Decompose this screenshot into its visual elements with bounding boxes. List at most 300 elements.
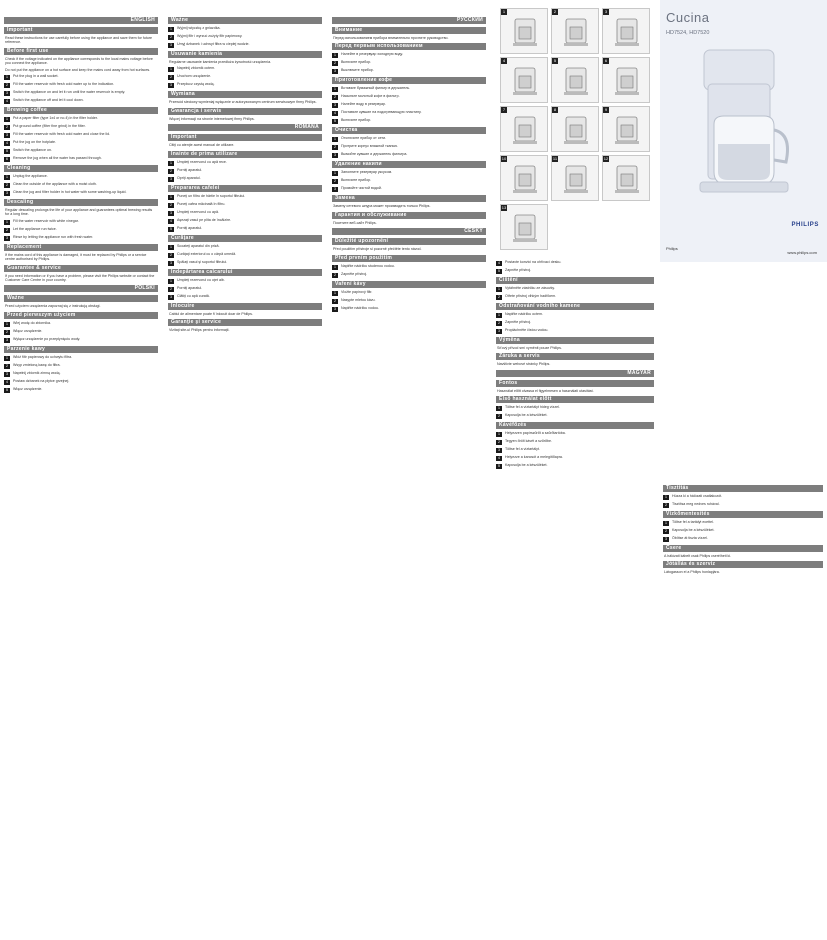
step-number: 1 (332, 265, 338, 270)
section-heading: Удаление накипи (332, 161, 486, 168)
numbered-step (332, 272, 486, 278)
figure-10 (500, 155, 548, 201)
step-number: 1 (4, 117, 10, 122)
step-text: Налейте в резервуар холодную воду. (341, 52, 403, 57)
step-illustration-icon (611, 162, 643, 196)
step-number: 3 (332, 307, 338, 312)
step-illustration-icon (509, 113, 541, 147)
numbered-step (4, 363, 158, 369)
figure-8 (551, 106, 599, 152)
section-heading: Ważne (4, 295, 158, 302)
column-5 (663, 482, 823, 577)
step-number: 4 (332, 111, 338, 116)
step-text: Włącz urządzenie. (13, 386, 43, 391)
step-number: 2 (663, 529, 669, 534)
numbered-step (332, 178, 486, 184)
step-text: Otřete přístroj vlhkým hadříkem. (505, 294, 557, 298)
numbered-step (4, 321, 158, 327)
section-heading: Înlocuire (168, 303, 322, 310)
step-number: 2 (332, 145, 338, 150)
figure-grid (500, 8, 660, 250)
step-text: Vložte papírový filtr. (341, 289, 373, 294)
section-heading: Curăţare (168, 235, 322, 242)
section-heading: Ważne (168, 17, 322, 24)
paragraph: Перед использованием прибора внимательно прочтите руководство. (333, 36, 449, 40)
numbered-step (4, 371, 158, 377)
step-text: Postavte konvici na ohřívací desku. (505, 260, 562, 264)
section-heading: Důležité upozornění (332, 238, 486, 245)
paragraph: Navštivte webové stránky Philips. (497, 362, 551, 367)
step-number: 2 (168, 287, 174, 292)
numbered-step (332, 118, 486, 124)
step-number: 1 (332, 291, 338, 296)
paragraph: A hálózati kábelt csak Philips cserélheti ki. (664, 554, 732, 558)
numbered-step (4, 98, 158, 104)
step-text: Wyjmij filtr i wyrzuć zużyty filtr papierowy. (177, 34, 243, 38)
step-number: 5 (332, 119, 338, 124)
column-1 (4, 14, 158, 395)
numbered-step (168, 26, 322, 32)
step-text: Промойте чистой водой. (341, 186, 382, 191)
step-text: Clean the jug and filter holder in hot water with some washing-up liquid. (13, 190, 127, 195)
model-numbers: HD7524, HD7520 (666, 30, 710, 36)
numbered-step (168, 82, 322, 88)
section-heading: Wymiana (168, 91, 322, 98)
numbered-step (332, 52, 486, 58)
section-heading: Descaling (4, 199, 158, 206)
step-text: Поставьте кувшин на подогревающую пластину. (341, 110, 422, 115)
step-text: Umyj dzbanek i uchwyt filtra w ciepłej wodzie. (177, 42, 250, 46)
step-text: Töltse fel a tartályt ecettel. (672, 520, 714, 524)
paragraph: Látogasson el a Philips honlapjára. (664, 570, 720, 575)
step-number: 1 (4, 322, 10, 327)
step-number: 2 (663, 503, 669, 508)
step-number: 2 (332, 61, 338, 66)
step-text: Helyezzen papírszűrőt a szűrőtartóba. (505, 431, 566, 436)
step-number: 1 (496, 432, 502, 437)
step-number: 1 (168, 195, 174, 200)
section-heading: Brewing coffee (4, 107, 158, 114)
step-text: Włącz urządzenie. (13, 328, 43, 333)
language-heading: MAGYAR (496, 370, 654, 377)
paragraph: Посетите веб-сайт Philips. (333, 220, 377, 225)
figure-number: 8 (553, 107, 557, 112)
numbered-step (4, 90, 158, 96)
numbered-step (168, 218, 322, 224)
step-number: 3 (168, 295, 174, 300)
step-number: 1 (332, 87, 338, 92)
step-number: 3 (332, 69, 338, 74)
step-number: 1 (4, 220, 10, 225)
philips-shield-icon: Philips (666, 246, 678, 251)
numbered-step (4, 132, 158, 138)
philips-logo: PHILIPS (791, 222, 819, 228)
section-heading: Внимание (332, 27, 486, 34)
step-number: 2 (168, 75, 174, 80)
step-illustration-icon (560, 113, 592, 147)
numbered-step (168, 176, 322, 182)
step-text: Naplňte nádržku studenou vodou. (341, 263, 395, 268)
step-text: Zapněte přístroj. (341, 271, 368, 276)
language-heading: РУССКИЙ (332, 17, 486, 24)
step-text: Scoateţi aparatul din priză. (177, 243, 220, 248)
step-number: 2 (168, 169, 174, 174)
step-text: Kapcsolja be a készüléket. (672, 528, 715, 532)
numbered-step (663, 520, 823, 526)
step-text: Switch the appliance on. (13, 148, 52, 153)
step-text: Opriţi aparatul. (177, 175, 201, 180)
figure-number: 7 (502, 107, 506, 112)
step-number: 1 (663, 495, 669, 500)
step-text: Let the appliance run twice. (13, 226, 57, 231)
step-illustration-icon (509, 162, 541, 196)
paragraph: Więcej informacji na stronie internetowej firmy Philips. (169, 116, 255, 121)
step-number: 5 (168, 227, 174, 232)
step-text: Fill the water reservoir with white vinegar. (13, 218, 79, 223)
section-heading: Перед первым использованием (332, 43, 486, 50)
step-number: 3 (4, 372, 10, 377)
numbered-step (4, 219, 158, 225)
step-text: Uruchom urządzenie. (177, 74, 212, 79)
numbered-step (168, 42, 322, 48)
figure-4 (500, 57, 548, 103)
step-illustration-icon (509, 64, 541, 98)
step-number: 4 (4, 141, 10, 146)
column-2 (168, 14, 322, 334)
numbered-step (168, 278, 322, 284)
step-text: Насыпьте молотый кофе в фильтр. (341, 94, 400, 99)
step-text: Naplňte nádržku vodou. (341, 305, 379, 310)
paragraph: Cablul de alimentare poate fi înlocuit doar de Philips. (169, 311, 253, 316)
figure-number: 3 (604, 9, 608, 14)
numbered-step (332, 264, 486, 270)
step-text: Put the plug in a wall socket. (13, 74, 59, 79)
step-text: Wsyp zmieloną kawę do filtra. (13, 362, 61, 367)
section-heading: Vízkőmentesítés (663, 511, 823, 518)
figure-13 (500, 204, 548, 250)
section-heading: Replacement (4, 244, 158, 251)
step-number: 2 (4, 183, 10, 188)
step-number: 3 (168, 177, 174, 182)
step-number: 2 (4, 228, 10, 233)
figure-12 (602, 155, 650, 201)
numbered-step (496, 463, 654, 469)
step-number: 2 (332, 179, 338, 184)
figure-number: 5 (553, 58, 557, 63)
website: www.philips.com (787, 250, 817, 255)
step-number: 3 (332, 187, 338, 192)
paragraph: Замену сетевого шнура может производить только Philips. (333, 204, 431, 209)
section-heading: Замена (332, 195, 486, 202)
step-number: 1 (168, 279, 174, 284)
numbered-step (496, 268, 654, 274)
figure-5 (551, 57, 599, 103)
step-text: Naplňte nádržku octem. (505, 312, 543, 316)
step-number: 3 (168, 211, 174, 216)
language-heading: ČESKY (332, 228, 486, 235)
section-heading: Első használat előtt (496, 396, 654, 403)
numbered-step (168, 252, 322, 258)
step-number: 1 (332, 137, 338, 142)
step-text: Umpleţi rezervorul cu apă. (177, 209, 219, 214)
step-illustration-icon (560, 15, 592, 49)
language-heading: ROMÂNĂ (168, 124, 322, 131)
section-heading: Fontos (496, 380, 654, 387)
step-number: 6 (4, 157, 10, 162)
section-heading: Tisztítás (663, 485, 823, 492)
figure-number: 2 (553, 9, 557, 14)
step-text: Wyjmij wtyczkę z gniazdka. (177, 26, 221, 30)
section-heading: Výměna (496, 337, 654, 344)
column-4 (496, 260, 654, 471)
numbered-step (4, 182, 158, 188)
numbered-step (168, 286, 322, 292)
step-text: Clătiţi cu apă curată. (177, 293, 210, 298)
numbered-step (496, 328, 654, 334)
step-number: 2 (168, 253, 174, 258)
numbered-step (4, 227, 158, 233)
paragraph: Citiţi cu atenţie acest manual de utilizare. (169, 143, 235, 148)
step-text: Umpleţi rezervorul cu oţet alb. (177, 277, 225, 282)
step-text: Clean the outside of the appliance with a moist cloth. (13, 182, 97, 187)
figure-2 (551, 8, 599, 54)
step-text: Wlej wodę do zbiornika. (13, 320, 51, 325)
figure-number: 1 (502, 9, 506, 14)
numbered-step (332, 110, 486, 116)
step-number: 4 (496, 261, 502, 266)
step-text: Töltse fel a víztartályt. (505, 447, 540, 452)
numbered-step (663, 536, 823, 542)
step-text: Отключите прибор от сети. (341, 136, 387, 141)
figure-number: 6 (604, 58, 608, 63)
section-heading: Před prvním použitím (332, 255, 486, 262)
step-number: 3 (4, 338, 10, 343)
section-heading: Kávéfőzés (496, 422, 654, 429)
section-heading: Înainte de prima utilizare (168, 151, 322, 158)
step-number: 1 (168, 161, 174, 166)
step-number: 3 (168, 83, 174, 88)
step-number: 4 (4, 99, 10, 104)
numbered-step (4, 156, 158, 162)
numbered-step (168, 194, 322, 200)
numbered-step (663, 502, 823, 508)
step-illustration-icon (560, 162, 592, 196)
step-text: Porniţi aparatul. (177, 285, 203, 290)
numbered-step (663, 528, 823, 534)
numbered-step (4, 174, 158, 180)
step-number: 3 (4, 91, 10, 96)
step-number: 3 (663, 537, 669, 542)
step-text: Helyezze a kancsót a melegítőlapra. (505, 455, 563, 460)
step-number: 5 (4, 149, 10, 154)
step-text: Kapcsolja be a készüléket. (505, 413, 548, 418)
step-number: 2 (4, 83, 10, 88)
step-text: Fill the water reservoir with fresh cold water and close the lid. (13, 132, 111, 137)
step-text: Протрите корпус влажной тканью. (341, 144, 399, 149)
step-number: 1 (168, 27, 174, 32)
step-number: 4 (168, 219, 174, 224)
numbered-step (168, 244, 322, 250)
numbered-step (332, 152, 486, 158)
step-text: Puneţi un filtru de hârtie în suportul filtrului. (177, 193, 246, 198)
numbered-step (168, 294, 322, 300)
step-text: Вставьте бумажный фильтр в держатель. (341, 86, 411, 91)
step-number: 3 (332, 103, 338, 108)
step-number: 2 (4, 125, 10, 130)
step-number: 2 (168, 35, 174, 40)
numbered-step (4, 235, 158, 241)
step-number: 5 (496, 464, 502, 469)
numbered-step (496, 312, 654, 318)
numbered-step (168, 202, 322, 208)
step-number: 1 (4, 356, 10, 361)
numbered-step (168, 34, 322, 40)
figure-number: 10 (501, 156, 507, 161)
section-heading: Garanţie şi service (168, 319, 322, 326)
paragraph: Vizitaţi site-ul Philips pentru informaţii. (169, 328, 230, 333)
numbered-step (4, 337, 158, 343)
paragraph: Przed użyciem urządzenia zapoznaj się z instrukcją obsługi. (5, 304, 101, 309)
step-number: 1 (168, 245, 174, 250)
section-heading: Jótállás és szerviz (663, 561, 823, 568)
numbered-step (332, 144, 486, 150)
step-illustration-icon (509, 15, 541, 49)
step-text: Postaw dzbanek na płytce grzejnej. (13, 378, 70, 383)
step-text: Включите прибор. (341, 118, 372, 123)
numbered-step (663, 494, 823, 500)
step-text: Tisztítsa meg nedves ruhával. (672, 502, 720, 506)
numbered-step (168, 226, 322, 232)
step-number: 3 (4, 236, 10, 241)
step-number: 3 (332, 153, 338, 158)
step-text: Włóż filtr papierowy do uchwytu filtra. (13, 354, 73, 359)
numbered-step (496, 455, 654, 461)
step-number: 1 (332, 53, 338, 58)
step-number: 1 (496, 313, 502, 318)
numbered-step (4, 355, 158, 361)
numbered-step (168, 260, 322, 266)
step-text: Przepłucz czystą wodą. (177, 82, 215, 87)
section-heading: Csere (663, 545, 823, 552)
numbered-step (332, 186, 486, 192)
section-heading: Parzenie kawy (4, 346, 158, 353)
step-number: 3 (168, 261, 174, 266)
step-text: Zapněte přístroj. (505, 268, 532, 272)
step-number: 2 (4, 330, 10, 335)
step-text: Налейте воду в резервуар. (341, 102, 386, 107)
numbered-step (332, 136, 486, 142)
cover-panel (660, 0, 827, 262)
step-illustration-icon (509, 211, 541, 245)
step-number: 1 (332, 171, 338, 176)
numbered-step (332, 68, 486, 74)
numbered-step (4, 190, 158, 196)
step-text: Включите прибор. (341, 178, 372, 183)
numbered-step (496, 431, 654, 437)
paragraph: Do not put the appliance on a hot surface and keep the mains cord away from hot surfaces. (5, 67, 151, 72)
step-number: 1 (663, 521, 669, 526)
step-number: 2 (496, 414, 502, 419)
section-heading: Important (4, 27, 158, 34)
step-text: Заполните резервуар уксусом. (341, 170, 393, 175)
step-text: Unplug the appliance. (13, 174, 48, 179)
paragraph: Síťový přívod smí vyměnit pouze Philips. (497, 346, 562, 350)
figure-11 (551, 155, 599, 201)
step-illustration-icon (611, 113, 643, 147)
numbered-step (168, 66, 322, 72)
section-heading: Gwarancja i serwis (168, 108, 322, 115)
step-illustration-icon (611, 64, 643, 98)
numbered-step (4, 140, 158, 146)
step-number: 5 (4, 388, 10, 393)
step-text: Umpleţi rezervorul cu apă rece. (177, 159, 227, 164)
paragraph: Check if the voltage indicated on the appliance corresponds to the local mains voltage before you connect the appliance. (5, 56, 153, 66)
numbered-step (168, 160, 322, 166)
paragraph: If you need information or if you have a problem, please visit the Philips website or contact the Customer Care Centre in your country. (5, 273, 155, 283)
step-number: 3 (4, 191, 10, 196)
section-heading: Záruka a servis (496, 353, 654, 360)
numbered-step (496, 439, 654, 445)
figure-7 (500, 106, 548, 152)
step-text: Remove the jug when all the water has passed through. (13, 156, 102, 161)
figure-3 (602, 8, 650, 54)
section-heading: Usuwanie kamienia (168, 51, 322, 58)
step-text: Porniţi aparatul. (177, 167, 203, 172)
step-number: 3 (168, 43, 174, 48)
figure-number: 12 (603, 156, 609, 161)
step-number: 2 (496, 440, 502, 445)
paragraph: Przewód sieciowy wymieniaj wyłącznie w autoryzowanym centrum serwisowym firmy Philips. (169, 100, 317, 105)
step-text: Kapcsolja be a készüléket. (505, 463, 548, 468)
numbered-step (332, 94, 486, 100)
step-text: Propláchněte čistou vodou. (505, 328, 549, 332)
section-heading: Čištění (496, 277, 654, 284)
numbered-step (168, 74, 322, 80)
paragraph: If the mains cord of this appliance is damaged, it must be replaced by Philips or a service centre authorised by Philips. (5, 252, 147, 262)
step-text: Put a paper filter (type 1x4 or no.4) in the filter holder. (13, 116, 98, 121)
step-number: 2 (332, 95, 338, 100)
step-text: Napełnij zbiornik zimną wodą. (13, 370, 61, 375)
step-number: 2 (496, 295, 502, 300)
numbered-step (496, 286, 654, 292)
paragraph: Regular descaling prolongs the life of your appliance and guarantees optimal brewing results for a long time. (5, 208, 153, 217)
numbered-step (4, 74, 158, 80)
numbered-step (496, 260, 654, 266)
paragraph: Před použitím přístroje si pozorně přečtěte tento návod. (333, 247, 422, 252)
numbered-step (168, 168, 322, 174)
section-heading: Important (168, 134, 322, 141)
step-text: Zapněte přístroj. (505, 320, 532, 324)
step-number: 2 (496, 321, 502, 326)
paragraph: Regularne usuwanie kamienia przedłuża żywotność urządzenia. (169, 60, 272, 64)
step-text: Switch the appliance on and let it run until the water reservoir is empty. (13, 90, 126, 95)
step-text: Tegyen őrölt kávét a szűrőbe. (505, 439, 552, 444)
section-heading: Vaření kávy (332, 281, 486, 288)
step-text: Aşezaţi vasul pe plita de încălzire. (177, 217, 232, 222)
figure-number: 11 (552, 156, 558, 161)
step-number: 1 (168, 67, 174, 72)
step-text: Вымойте кувшин и держатель фильтра. (341, 152, 408, 157)
numbered-step (332, 170, 486, 176)
numbered-step (496, 413, 654, 419)
numbered-step (4, 329, 158, 335)
numbered-step (4, 379, 158, 385)
product-title: Cucina (666, 10, 710, 25)
section-heading: Приготовление кофе (332, 77, 486, 84)
paragraph: Read these instructions for use carefully before using the appliance and save them for future reference. (5, 36, 153, 45)
step-text: Put the jug on the hotplate. (13, 140, 56, 145)
step-number: 4 (4, 380, 10, 385)
